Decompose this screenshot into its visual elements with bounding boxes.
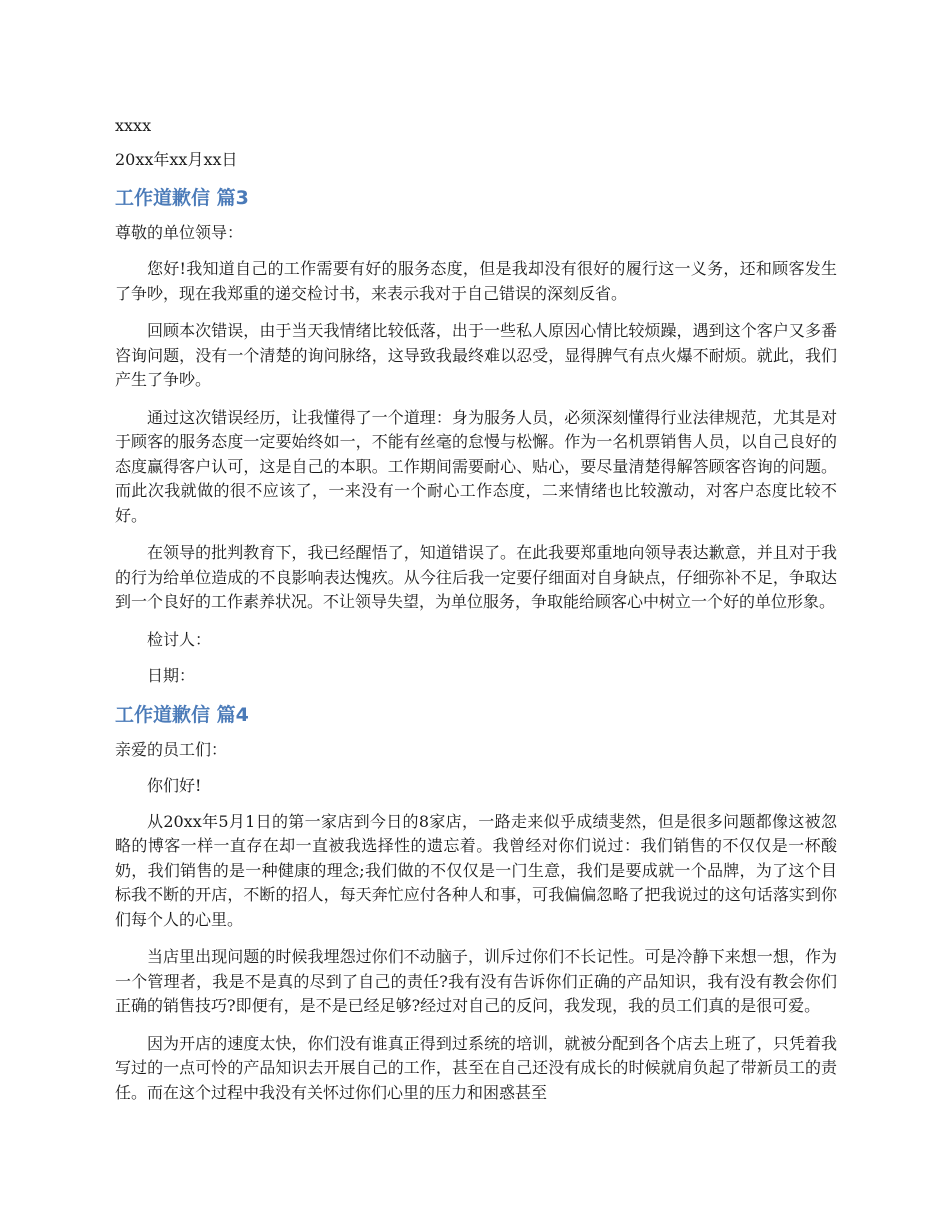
section-3-paragraph: 您好!我知道自己的工作需要有好的服务态度，但是我却没有很好的履行这一义务，还和顾客发生了争吵，现在我郑重的递交检讨书，来表示我对于自己错误的深刻反省。 bbox=[115, 259, 837, 303]
section-4-paragraph: 当店里出现问题的时候我埋怨过你们不动脑子，训斥过你们不长记性。可是冷静下来想一想，作为一个管理者，我是不是真的尽到了自己的责任?我有没有告诉你们正确的产品知识，我有没有教会你们正确的销售技巧?即便有，是不是已经足够?经过对自己的反问，我发现，我的员工们真的是很可爱。 bbox=[115, 947, 837, 1015]
section-4-greeting: 你们好! bbox=[147, 775, 202, 795]
section-4-salutation: 亲爱的员工们： bbox=[115, 739, 228, 759]
section-3-heading: 工作道歉信 篇3 bbox=[115, 187, 249, 209]
section-3-paragraph: 回顾本次错误，由于当天我情绪比较低落，出于一些私人原因心情比较烦躁，遇到这个客户又多番咨询问题，没有一个清楚的询问脉络，这导致我最终难以忍受，显得脾气有点火爆不耐烦。就此，我们产生了争吵。 bbox=[115, 321, 837, 389]
signature-name: xxxx bbox=[115, 116, 152, 135]
date-label: 日期： bbox=[147, 665, 196, 685]
section-4-paragraph: 因为开店的速度太快，你们没有谁真正得到过系统的培训，就被分配到各个店去上班了，只凭着我写过的一点可怜的产品知识去开展自己的工作，甚至在自己还没有成长的时候就肩负起了带新员工的责任。而在这个过程中我没有关怀过你们心里的压力和困惑甚至 bbox=[115, 1033, 837, 1102]
section-3-salutation: 尊敬的单位领导： bbox=[115, 223, 244, 242]
document-body bbox=[115, 114, 837, 1118]
section-3-paragraph: 通过这次错误经历，让我懂得了一个道理：身为服务人员，必须深刻懂得行业法律规范，尤其是对于顾客的服务态度一定要始终如一，不能有丝毫的怠慢与松懈。作为一名机票销售人员，以自己良好的态度赢得客户认可，这是自己的本职。工作期间需要耐心、贴心，要尽量清楚得解答顾客咨询的问题。而此次我就做的很不应该了，一来没有一个耐心工作态度，二来情绪也比较激动，对客户态度比较不好。 bbox=[115, 407, 837, 525]
section-3-paragraph: 在领导的批判教育下，我已经醒悟了，知道错误了。在此我要郑重地向领导表达歉意，并且对于我的行为给单位造成的不良影响表达愧疚。从今往后我一定要仔细面对自身缺点，仔细弥补不足，争取达到一个良好的工作素养状况。不让领导失望，为单位服务，争取能给顾客心中树立一个好的单位形象。 bbox=[115, 543, 837, 611]
section-4-paragraph: 从20xx年5月1日的第一家店到今日的8家店，一路走来似乎成绩斐然，但是很多问题都像这被忽略的博客一样一直存在却一直被我选择性的遗忘着。我曾经对你们说过：我们销售的不仅仅是一杯酸奶，我们销售的是一种健康的理念;我们做的不仅仅是一门生意，我们是要成就一个品牌，为了这个目标我不断的开店，不断的招人，每天奔忙应付各种人和事，可我偏偏忽略了把我说过的这句话落实到你们每个人的心里。 bbox=[115, 811, 837, 929]
section-4-heading: 工作道歉信 篇4 bbox=[115, 703, 249, 726]
reviewer-label: 检讨人： bbox=[147, 629, 212, 649]
signature-date: 20xx年xx月xx日 bbox=[115, 150, 238, 169]
